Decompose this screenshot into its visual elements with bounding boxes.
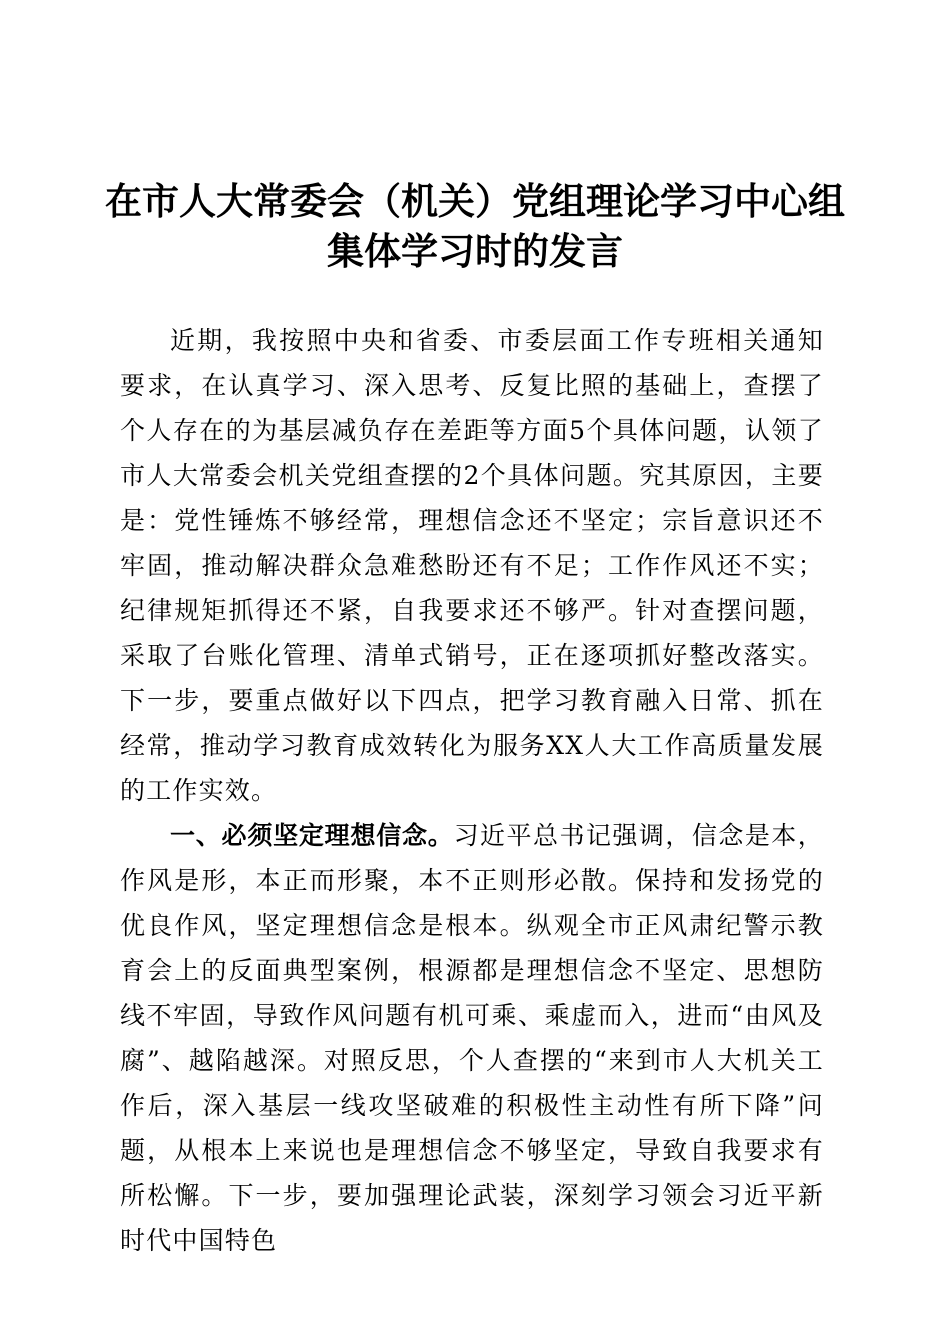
paragraph-section-1 — [120, 813, 824, 1263]
page-title — [100, 176, 850, 276]
title-line-2: 集体学习时的发言 — [327, 229, 623, 273]
section-1-heading: 一、必须坚定理想信念。 — [170, 821, 454, 850]
paragraph-intro: 近期，我按照中央和省委、市委层面工作专班相关通知要求，在认真学习、深入思考、反复比照的基础上，查摆了个人存在的为基层减负存在差距等方面5个具体问题，认领了市人大常委会机关党组查摆的2个具体问题。究其原因，主要是：党性锤炼不够经常，理想信念还不坚定；宗旨意识还不牢固，推动解决群众急难愁盼还有不足；工作作风还不实；纪律规矩抓得还不紧，自我要求还不够严。针对查摆问题，采取了台账化管理、清单式销号，正在逐项抓好整改落实。下一步，要重点做好以下四点，把学习教育融入日常、抓在经常，推动学习教育成效转化为服务XX人大工作高质量发展的工作实效。 — [120, 326, 824, 805]
document-body — [120, 318, 824, 1263]
title-line-1: 在市人大常委会（机关）党组理论学习中心组 — [105, 179, 845, 223]
section-1-text: 习近平总书记强调，信念是本，作风是形，本正而形聚，本不正则形必散。保持和发扬党的优良作风，坚定理想信念是根本。纵观全市正风肃纪警示教育会上的反面典型案例，根源都是理想信念不坚定、思想防线不牢固，导致作风问题有机可乘、乘虚而入，进而“由风及腐”、越陷越深。对照反思，个人查摆的“来到市人大机关工作后，深入基层一线攻坚破难的积极性主动性有所下降”问题，从根本上来说也是理想信念不够坚定，导致自我要求有所松懈。下一步，要加强理论武装，深刻学习领会习近平新时代中国特色 — [120, 821, 824, 1255]
